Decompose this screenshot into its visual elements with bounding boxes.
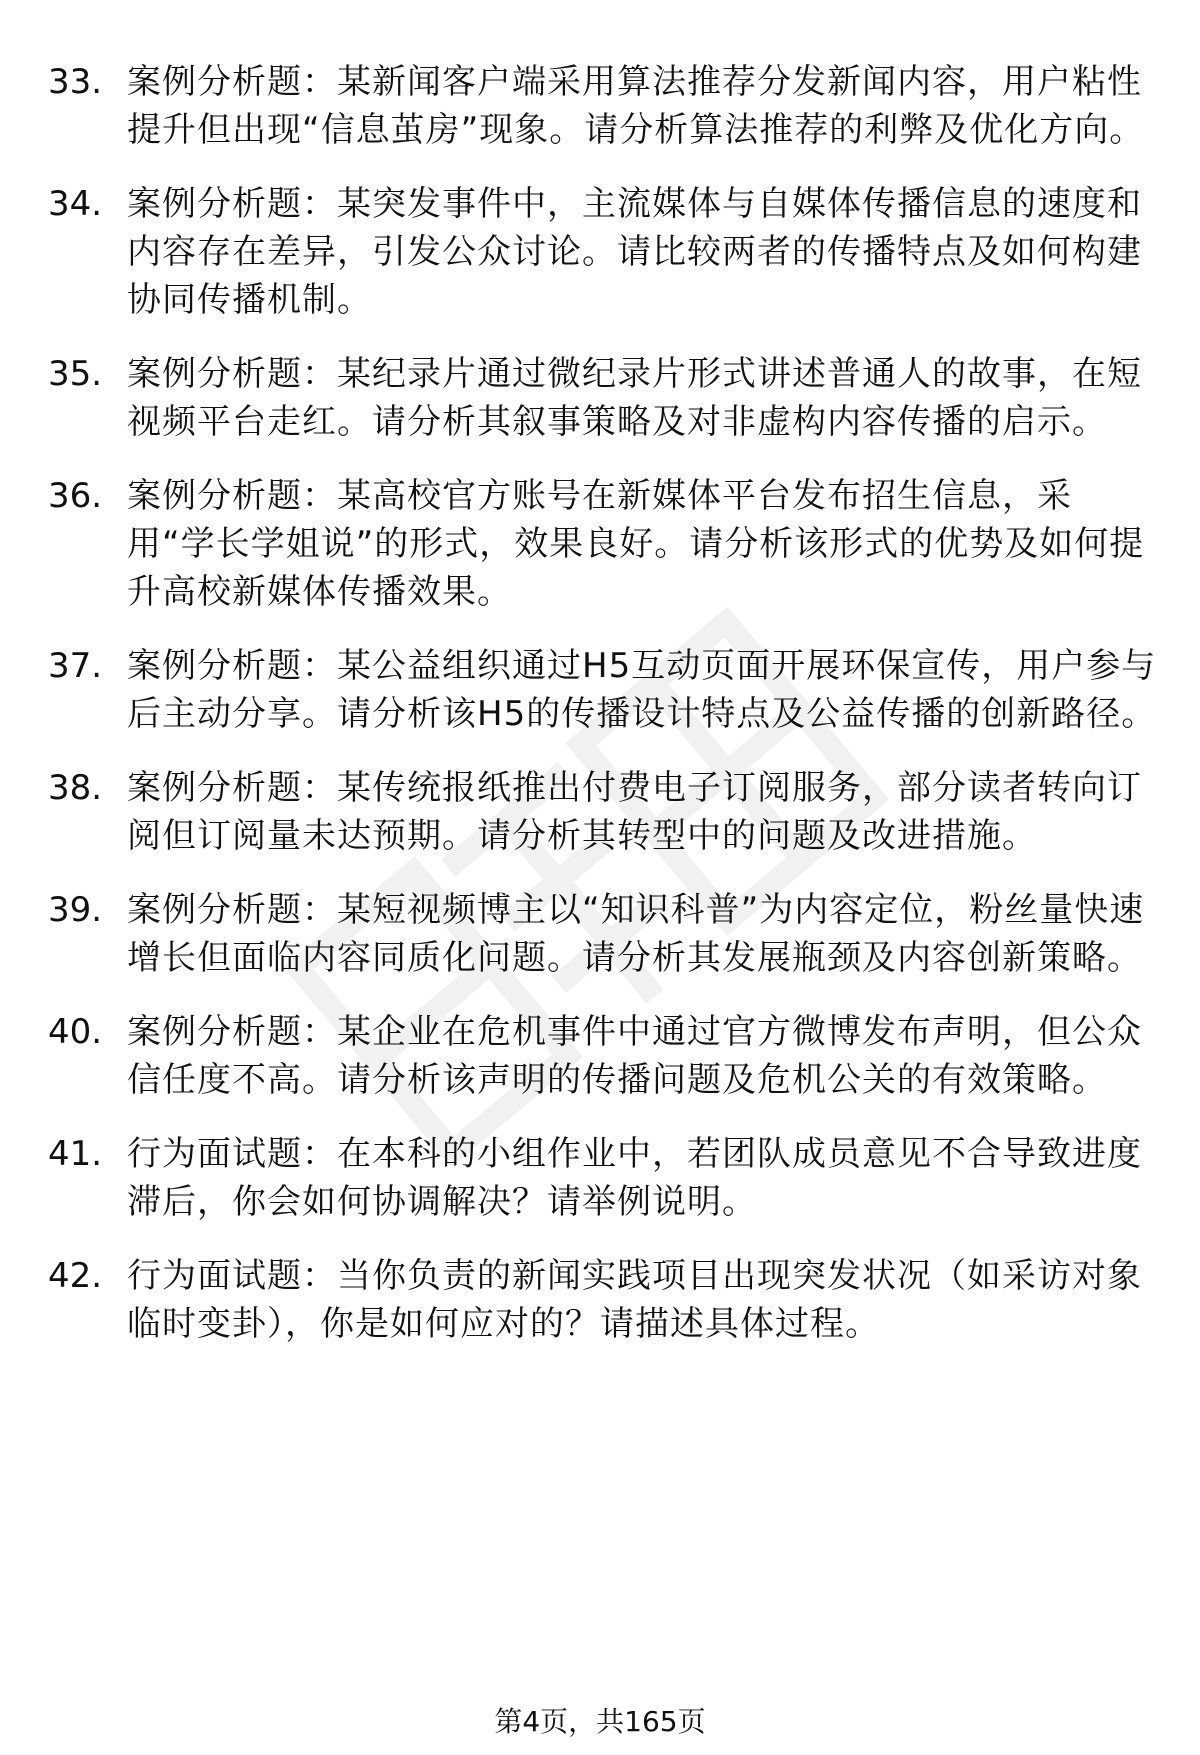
question-item-42 [48, 1252, 1158, 1348]
question-item-41 [48, 1130, 1158, 1226]
question-number: 35. [48, 354, 103, 394]
question-text: 案例分析题：某传统报纸推出付费电子订阅服务，部分读者转向订阅但订阅量未达预期。请分析其转型中的问题及改进措施。 [127, 768, 1142, 856]
question-list [48, 58, 1158, 1374]
page-number-footer: 第4页，共165页 [494, 1705, 706, 1738]
question-text: 行为面试题：在本科的小组作业中，若团队成员意见不合导致进度滞后，你会如何协调解决？请举例说明。 [127, 1134, 1142, 1222]
question-text: 案例分析题：某公益组织通过H5互动页面开展环保宣传，用户参与后主动分享。请分析该H5的传播设计特点及公益传播的创新路径。 [127, 646, 1157, 734]
question-text: 案例分析题：某新闻客户端采用算法推荐分发新闻内容，用户粘性提升但出现“信息茧房”现象。请分析算法推荐的利弊及优化方向。 [127, 62, 1145, 150]
question-item-35 [48, 350, 1158, 446]
question-item-40 [48, 1008, 1158, 1104]
question-text: 行为面试题：当你负责的新闻实践项目出现突发状况（如采访对象临时变卦），你是如何应对的？请描述具体过程。 [127, 1256, 1142, 1344]
question-number: 41. [48, 1134, 103, 1174]
question-item-34 [48, 180, 1158, 324]
question-item-33 [48, 58, 1158, 154]
question-item-36 [48, 472, 1158, 616]
question-text: 案例分析题：某企业在危机事件中通过官方微博发布声明，但公众信任度不高。请分析该声明的传播问题及危机公关的有效策略。 [127, 1012, 1142, 1100]
question-number: 42. [48, 1256, 103, 1296]
question-number: 39. [48, 890, 103, 930]
question-number: 36. [48, 476, 103, 516]
question-number: 34. [48, 184, 103, 224]
question-number: 33. [48, 62, 103, 102]
question-item-37 [48, 642, 1158, 738]
question-item-38 [48, 764, 1158, 860]
question-number: 40. [48, 1012, 103, 1052]
question-number: 38. [48, 768, 103, 808]
question-text: 案例分析题：某纪录片通过微纪录片形式讲述普通人的故事，在短视频平台走红。请分析其叙事策略及对非虚构内容传播的启示。 [127, 354, 1142, 442]
question-text: 案例分析题：某短视频博主以“知识科普”为内容定位，粉丝量快速增长但面临内容同质化问题。请分析其发展瓶颈及内容创新策略。 [127, 890, 1145, 978]
question-item-39 [48, 886, 1158, 982]
question-text: 案例分析题：某突发事件中，主流媒体与自媒体传播信息的速度和内容存在差异，引发公众讨论。请比较两者的传播特点及如何构建协同传播机制。 [127, 184, 1142, 320]
question-text: 案例分析题：某高校官方账号在新媒体平台发布招生信息，采用“学长学姐说”的形式，效果良好。请分析该形式的优势及如何提升高校新媒体传播效果。 [127, 476, 1145, 612]
question-number: 37. [48, 646, 103, 686]
